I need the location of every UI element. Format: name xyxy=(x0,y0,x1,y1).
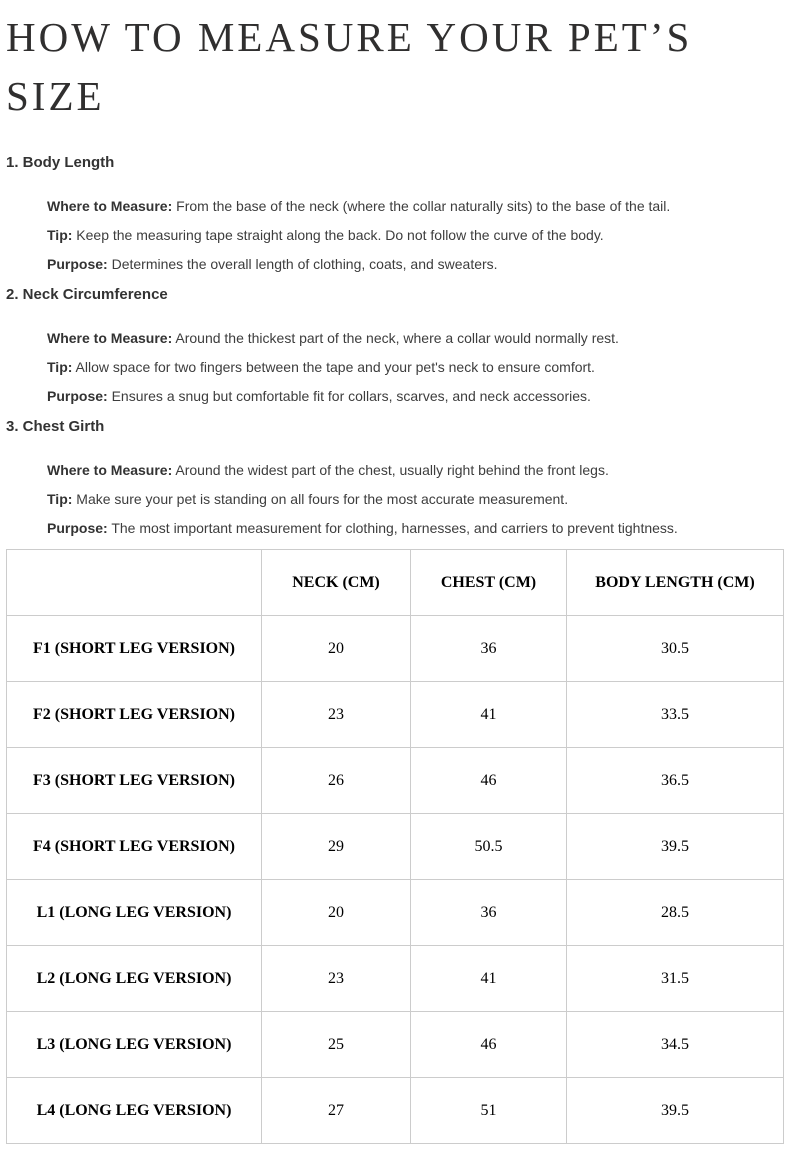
measure-item-purpose xyxy=(47,255,785,273)
table-row xyxy=(7,814,784,880)
measure-item-tip xyxy=(47,490,785,508)
size-cell: L1 (LONG LEG VERSION) xyxy=(7,880,262,946)
chest-cell: 36 xyxy=(411,880,567,946)
body-length-cell: 36.5 xyxy=(567,748,784,814)
item-text: Ensures a snug but comfortable fit for collars, scarves, and neck accessories. xyxy=(111,388,591,404)
measure-item-tip xyxy=(47,358,785,376)
neck-cell: 20 xyxy=(262,880,411,946)
section-heading: 2. Neck Circumference xyxy=(6,286,168,303)
size-cell: F4 (SHORT LEG VERSION) xyxy=(7,814,262,880)
table-row xyxy=(7,748,784,814)
body-length-cell: 34.5 xyxy=(567,1012,784,1078)
neck-cell: 23 xyxy=(262,946,411,1012)
item-label: Tip: xyxy=(47,227,73,243)
chest-cell: 46 xyxy=(411,748,567,814)
item-text: From the base of the neck (where the collar naturally sits) to the base of the tail. xyxy=(176,198,671,214)
measure-item-purpose xyxy=(47,519,785,537)
item-text: Allow space for two fingers between the tape and your pet's neck to ensure comfort. xyxy=(75,359,595,375)
neck-cell: 29 xyxy=(262,814,411,880)
measure-item-where xyxy=(47,197,785,215)
table-header-chest: CHEST (CM) xyxy=(411,550,567,616)
chest-cell: 36 xyxy=(411,616,567,682)
chest-cell: 41 xyxy=(411,682,567,748)
section-chest-girth xyxy=(6,418,785,537)
section-heading: 3. Chest Girth xyxy=(6,418,105,435)
measure-item-tip xyxy=(47,226,785,244)
chest-cell: 51 xyxy=(411,1078,567,1144)
table-row xyxy=(7,682,784,748)
section-neck-circumference xyxy=(6,286,785,405)
size-cell: L3 (LONG LEG VERSION) xyxy=(7,1012,262,1078)
chest-cell: 50.5 xyxy=(411,814,567,880)
item-label: Tip: xyxy=(47,491,73,507)
table-header-neck: NECK (CM) xyxy=(262,550,411,616)
size-cell: L2 (LONG LEG VERSION) xyxy=(7,946,262,1012)
table-header-row xyxy=(7,550,784,616)
neck-cell: 26 xyxy=(262,748,411,814)
item-label: Tip: xyxy=(47,359,73,375)
size-table xyxy=(6,549,784,1144)
table-row xyxy=(7,1012,784,1078)
section-heading: 1. Body Length xyxy=(6,154,115,171)
body-length-cell: 31.5 xyxy=(567,946,784,1012)
size-cell: F3 (SHORT LEG VERSION) xyxy=(7,748,262,814)
neck-cell: 27 xyxy=(262,1078,411,1144)
item-label: Purpose: xyxy=(47,388,108,404)
measure-item-where xyxy=(47,329,785,347)
item-label: Purpose: xyxy=(47,256,108,272)
size-cell: L4 (LONG LEG VERSION) xyxy=(7,1078,262,1144)
chest-cell: 41 xyxy=(411,946,567,1012)
item-label: Where to Measure: xyxy=(47,462,173,478)
item-label: Purpose: xyxy=(47,520,108,536)
table-row xyxy=(7,880,784,946)
section-body-length xyxy=(6,154,785,273)
item-text: Keep the measuring tape straight along the back. Do not follow the curve of the body. xyxy=(76,227,604,243)
table-row xyxy=(7,616,784,682)
table-row xyxy=(7,946,784,1012)
table-header-body-length: BODY LENGTH (CM) xyxy=(567,550,784,616)
body-length-cell: 30.5 xyxy=(567,616,784,682)
neck-cell: 23 xyxy=(262,682,411,748)
item-text: Determines the overall length of clothing, coats, and sweaters. xyxy=(111,256,498,272)
body-length-cell: 28.5 xyxy=(567,880,784,946)
item-text: The most important measurement for clothing, harnesses, and carriers to prevent tightness. xyxy=(111,520,678,536)
body-length-cell: 39.5 xyxy=(567,1078,784,1144)
size-cell: F1 (SHORT LEG VERSION) xyxy=(7,616,262,682)
item-text: Around the thickest part of the neck, where a collar would normally rest. xyxy=(175,330,619,346)
section-body xyxy=(47,461,785,537)
item-label: Where to Measure: xyxy=(47,330,173,346)
measure-item-where xyxy=(47,461,785,479)
neck-cell: 25 xyxy=(262,1012,411,1078)
chest-cell: 46 xyxy=(411,1012,567,1078)
table-header-size xyxy=(7,550,262,616)
body-length-cell: 33.5 xyxy=(567,682,784,748)
section-body xyxy=(47,197,785,273)
neck-cell: 20 xyxy=(262,616,411,682)
item-label: Where to Measure: xyxy=(47,198,173,214)
body-length-cell: 39.5 xyxy=(567,814,784,880)
measure-item-purpose xyxy=(47,387,785,405)
page-title: HOW TO MEASURE YOUR PET’S SIZE xyxy=(6,14,693,119)
section-body xyxy=(47,329,785,405)
table-row xyxy=(7,1078,784,1144)
item-text: Around the widest part of the chest, usually right behind the front legs. xyxy=(175,462,609,478)
size-cell: F2 (SHORT LEG VERSION) xyxy=(7,682,262,748)
item-text: Make sure your pet is standing on all fours for the most accurate measurement. xyxy=(76,491,569,507)
